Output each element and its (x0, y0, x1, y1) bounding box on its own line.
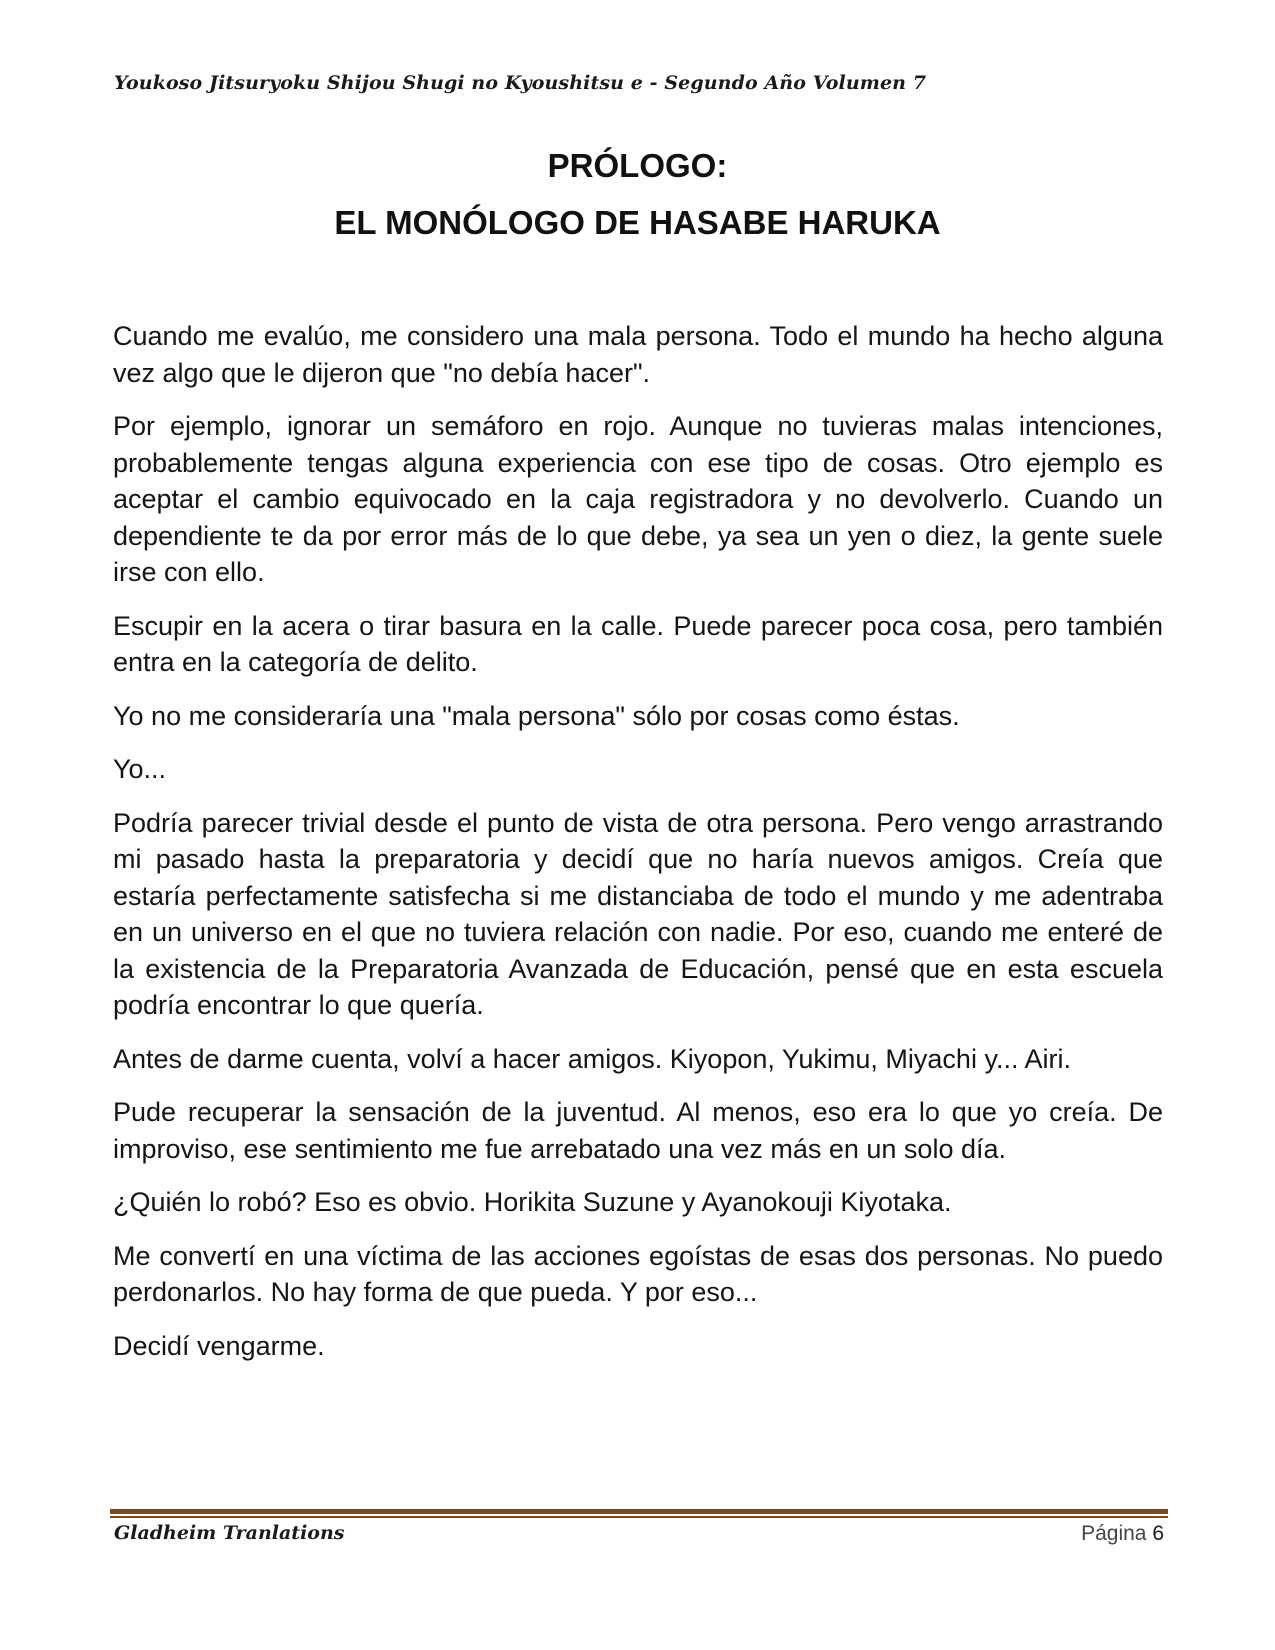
paragraph: Yo... (113, 754, 167, 784)
paragraph: Cuando me evalúo, me considero una mala persona. Todo el mundo ha hecho alguna vez algo que le dijeron que "no debía hacer". (113, 321, 1163, 388)
paragraph: ¿Quién lo robó? Eso es obvio. Horikita Suzune y Ayanokouji Kiyotaka. (113, 1187, 952, 1217)
paragraph: Me convertí en una víctima de las acciones egoístas de esas dos personas. No puedo perdonarlos. No hay forma de que pueda. Y por eso... (113, 1240, 1163, 1307)
chapter-title-line-2: EL MONÓLOGO DE HASABE HARUKA (334, 204, 941, 241)
body-text (113, 318, 1163, 1381)
chapter-title-line-1: PRÓLOGO: (547, 147, 728, 184)
page-number: 6 (1152, 1522, 1164, 1545)
paragraph: Pude recuperar la sensación de la juventud. Al menos, eso era lo que yo creía. De improviso, ese sentimiento me fue arrebatado una vez más en un solo día. (113, 1097, 1163, 1164)
footer-divider (110, 1509, 1168, 1518)
paragraph: Por ejemplo, ignorar un semáforo en rojo. Aunque no tuvieras malas intenciones, probablemente tengas alguna experiencia con ese tipo de cosas. Otro ejemplo es aceptar el cambio equivocado en la caja registradora y no devolverlo. Cuando un dependiente te da por error más de lo que debe, ya sea un yen o diez, la gente suele irse con ello. (113, 411, 1163, 587)
paragraph: Escupir en la acera o tirar basura en la calle. Puede parecer poca cosa, pero también entra en la categoría de delito. (113, 610, 1163, 677)
page-label: Página (1081, 1522, 1147, 1545)
page-number-label (1081, 1522, 1164, 1546)
paragraph: Antes de darme cuenta, volví a hacer amigos. Kiyopon, Yukimu, Miyachi y... Airi. (113, 1043, 1071, 1074)
paragraph: Yo no me consideraría una "mala persona" sólo por cosas como éstas. (113, 700, 960, 731)
footer-credit: Gladheim Tranlations (114, 1522, 345, 1544)
chapter-title (0, 146, 1275, 243)
paragraph: Podría parecer trivial desde el punto de vista de otra persona. Pero vengo arrastrando mi pasado hasta la preparatoria y decidí que no haría nuevos amigos. Creía que estaría perfectamente satisfecha si me distanciaba de todo el mundo y me adentraba en un universo en el que no tuviera relación con nadie. Por eso, cuando me enteré de la existencia de la Preparatoria Avanzada de Educación, pensé que en esta escuela podría encontrar lo que quería. (113, 807, 1163, 1020)
running-header: Youkoso Jitsuryoku Shijou Shugi no Kyoushitsu e - Segundo Año Volumen 7 (114, 72, 927, 94)
paragraph: Decidí vengarme. (113, 1330, 325, 1361)
